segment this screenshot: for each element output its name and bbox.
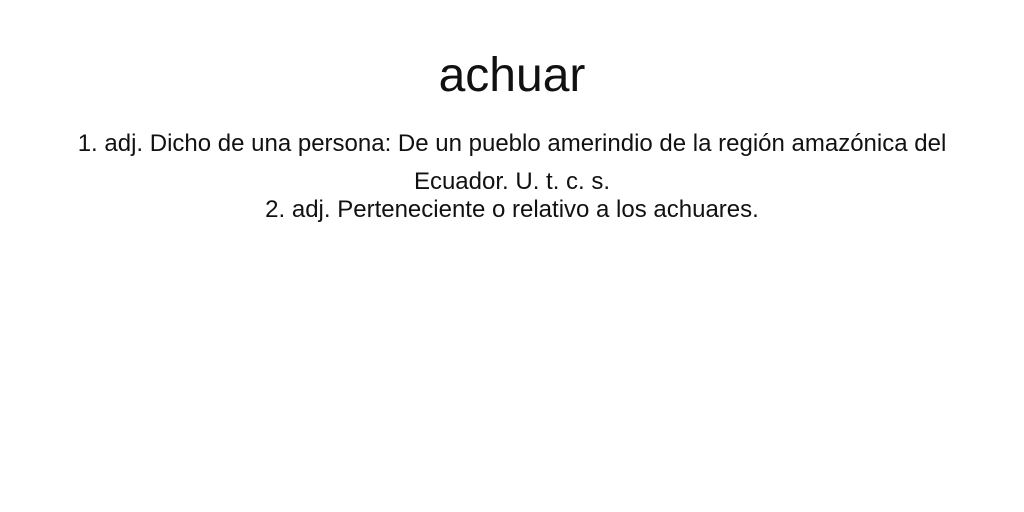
definition-list: [42, 125, 982, 224]
entry-headword: achuar: [438, 49, 586, 102]
definition-2: 2. adj. Perteneciente o relativo a los achuares.: [265, 196, 759, 223]
definition-1: 1. adj. Dicho de una persona: De un pueblo amerindio de la región amazónica del Ecuador. U. t. c. s.: [77, 130, 947, 195]
